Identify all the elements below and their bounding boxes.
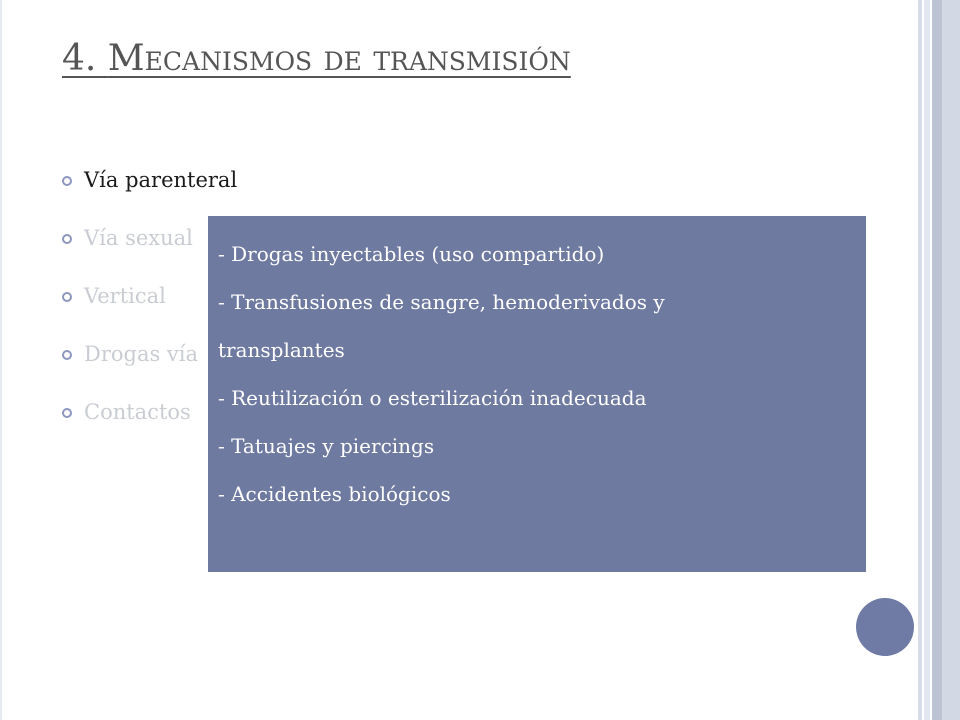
title-text: Mecanismos de transmisión	[107, 38, 571, 79]
bullet-circle-icon	[62, 176, 72, 186]
decorative-rail	[932, 0, 942, 720]
popup-line: - Tatuajes y piercings	[218, 434, 435, 458]
bullet-label: Vertical	[84, 284, 166, 308]
title-number: 4.	[62, 38, 108, 79]
popup-line: - Accidentes biológicos	[218, 482, 451, 506]
decorative-rail	[924, 0, 930, 720]
bullet-label: Vía sexual	[84, 226, 193, 250]
popup-line: - Reutilización o esterilización inadecuada	[218, 386, 647, 410]
decorative-rail	[918, 0, 922, 720]
decorative-rail	[942, 0, 960, 720]
bullet-circle-icon	[62, 350, 72, 360]
decorative-circle	[856, 598, 914, 656]
bullet-label: Vía parenteral	[84, 168, 238, 192]
bullet-circle-icon	[62, 408, 72, 418]
details-popup	[208, 216, 866, 572]
popup-line: - Drogas inyectables (uso compartido)	[218, 242, 605, 266]
slide-title	[62, 38, 571, 79]
left-edge-line	[0, 0, 2, 720]
bullet-label: Drogas vía	[84, 342, 199, 366]
bullet-circle-icon	[62, 234, 72, 244]
popup-line: - Transfusiones de sangre, hemoderivados y	[218, 290, 665, 314]
bullet-label: Contactos	[84, 400, 191, 424]
popup-line: transplantes	[218, 338, 345, 362]
bullet-circle-icon	[62, 292, 72, 302]
